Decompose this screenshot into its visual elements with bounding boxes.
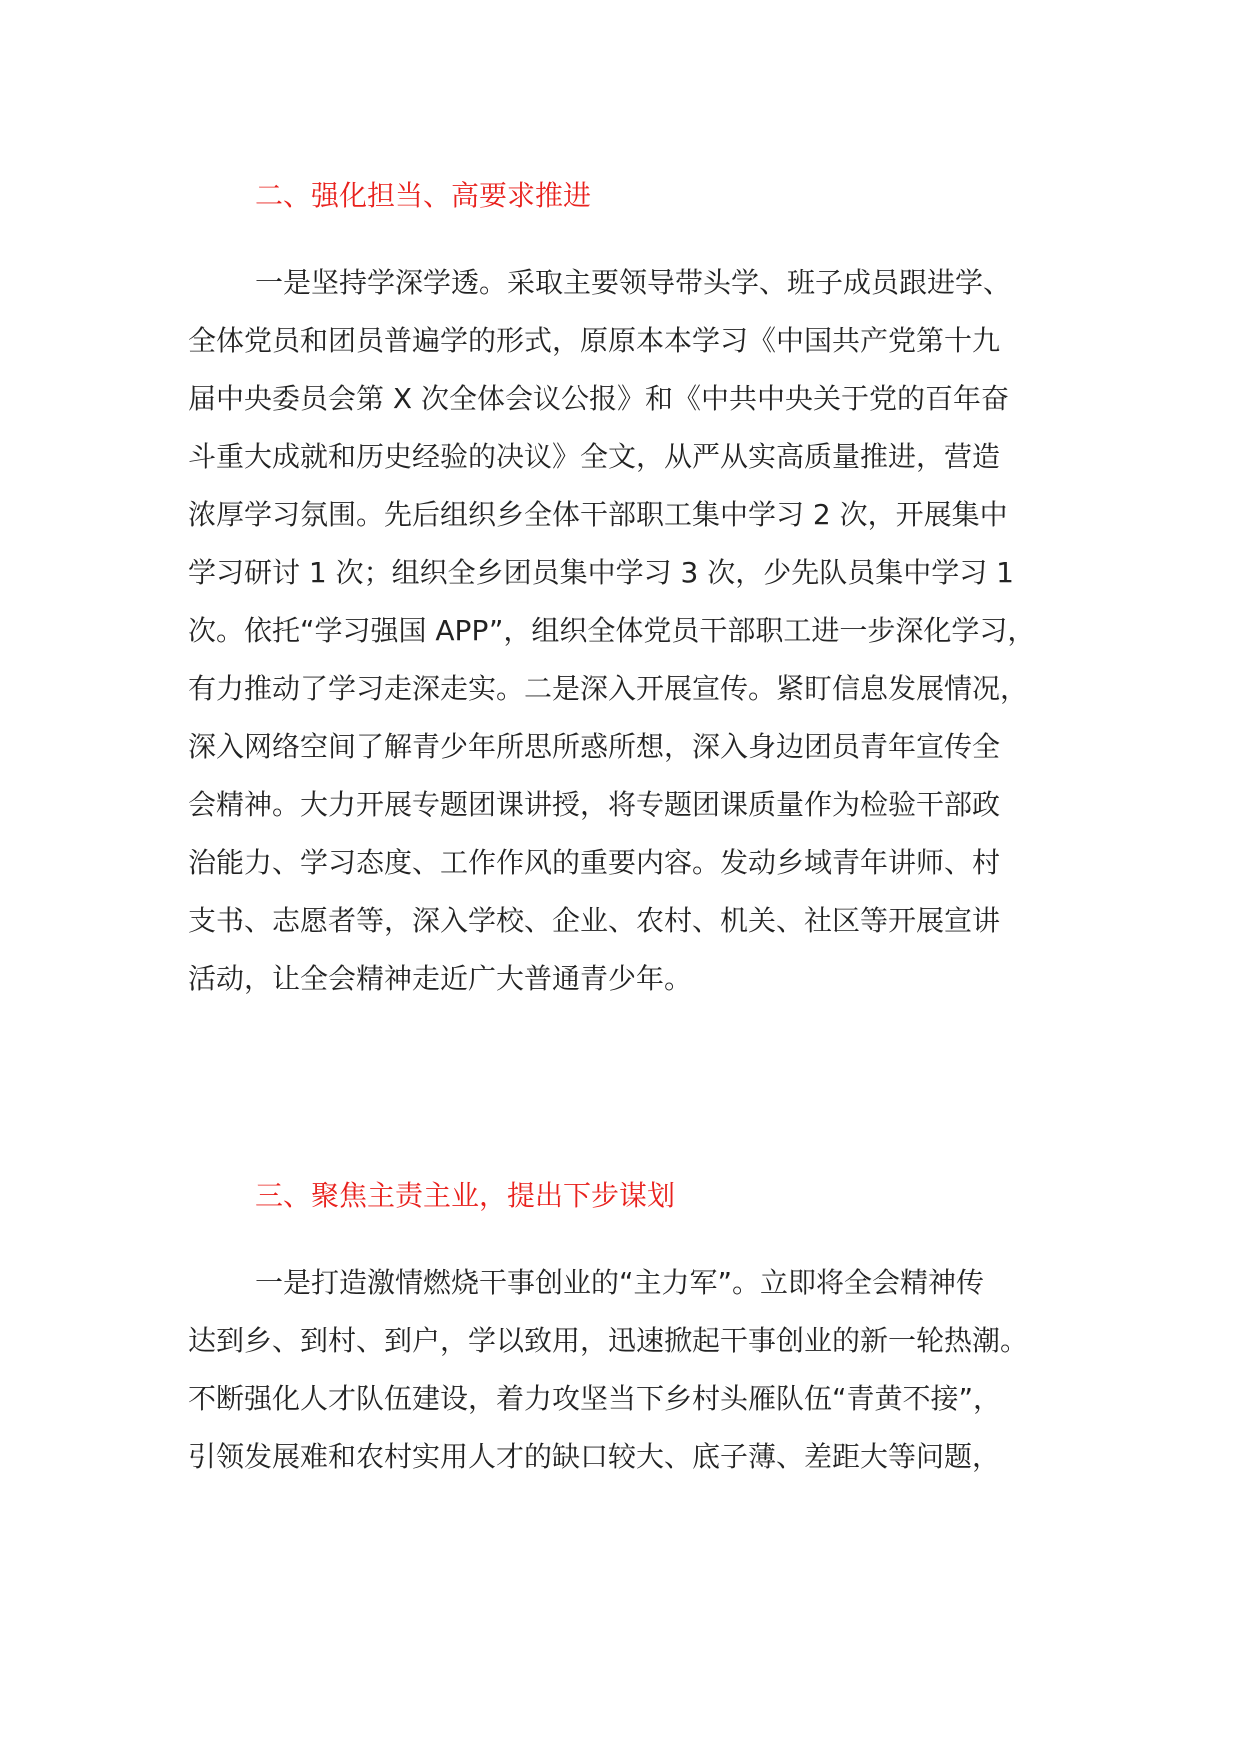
paragraph-line: 次。依托“学习强国 APP”，组织全体党员干部职工进一步深化学习，: [188, 614, 1036, 647]
paragraph-line: 达到乡、到村、到户，学以致用，迅速掀起干事创业的新一轮热潮。: [188, 1324, 1029, 1357]
section-heading-2: 二、强化担当、高要求推进: [255, 179, 592, 212]
paragraph-line: 一是坚持学深学透。采取主要领导带头学、班子成员跟进学、: [255, 266, 1012, 299]
paragraph-line: 全体党员和团员普遍学的形式，原原本本学习《中国共产党第十九: [188, 324, 1001, 357]
paragraph-line: 治能力、学习态度、工作作风的重要内容。发动乡域青年讲师、村: [188, 846, 1001, 879]
section-heading-3: 三、聚焦主责主业，提出下步谋划: [255, 1179, 676, 1212]
paragraph-line: 活动，让全会精神走近广大普通青少年。: [188, 962, 693, 995]
paragraph-line: 一是打造激情燃烧干事创业的“主力军”。立即将全会精神传: [255, 1266, 985, 1299]
paragraph-line: 斗重大成就和历史经验的决议》全文，从严从实高质量推进，营造: [188, 440, 1001, 473]
paragraph-line: 学习研讨 1 次；组织全乡团员集中学习 3 次，少先队员集中学习 1: [188, 556, 1014, 589]
paragraph-line: 深入网络空间了解青少年所思所惑所想，深入身边团员青年宣传全: [188, 730, 1001, 763]
paragraph-line: 届中央委员会第 X 次全体会议公报》和《中共中央关于党的百年奋: [188, 382, 1009, 415]
paragraph-line: 不断强化人才队伍建设，着力攻坚当下乡村头雁队伍“青黄不接”，: [188, 1382, 1002, 1415]
paragraph-line: 浓厚学习氛围。先后组织乡全体干部职工集中学习 2 次，开展集中: [188, 498, 1008, 531]
paragraph-line: 支书、志愿者等，深入学校、企业、农村、机关、社区等开展宣讲: [188, 904, 1001, 937]
paragraph-line: 有力推动了学习走深走实。二是深入开展宣传。紧盯信息发展情况，: [188, 672, 1029, 705]
paragraph-line: 会精神。大力开展专题团课讲授，将专题团课质量作为检验干部政: [188, 788, 1001, 821]
paragraph-line: 引领发展难和农村实用人才的缺口较大、底子薄、差距大等问题，: [188, 1440, 1001, 1473]
